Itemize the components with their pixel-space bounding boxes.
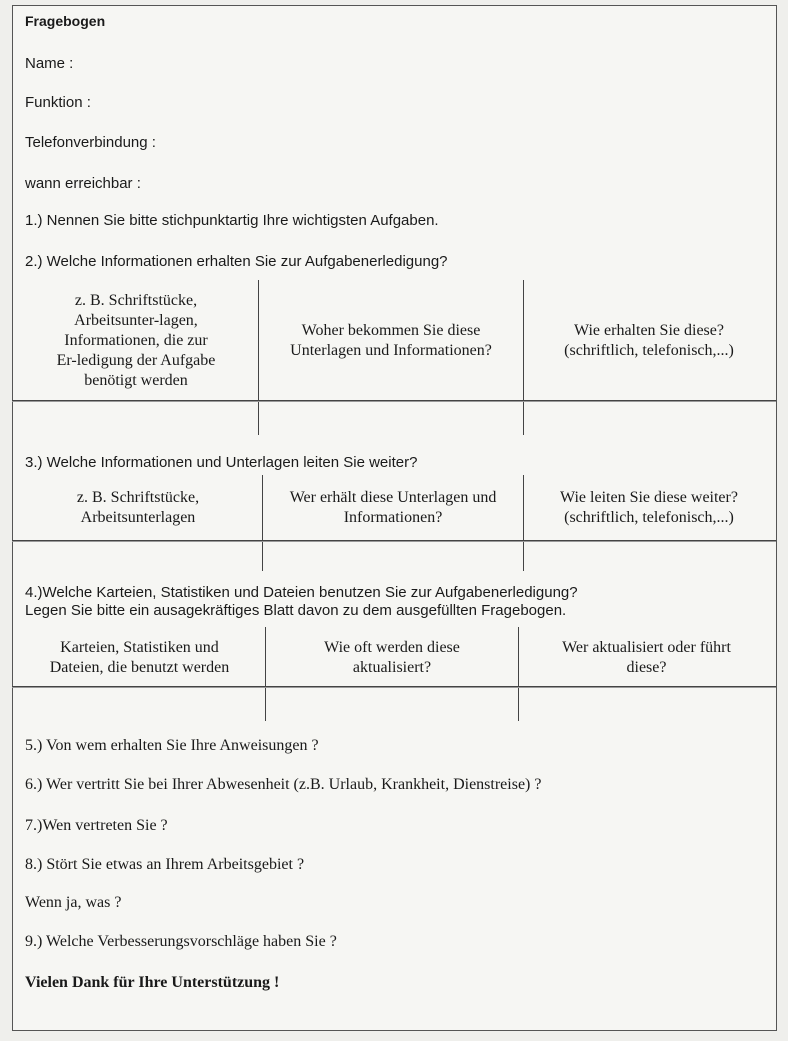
question-8-followup: Wenn ja, was ?	[25, 894, 122, 911]
question-8: 8.) Stört Sie etwas an Ihrem Arbeitsgebiet ?	[25, 856, 305, 873]
closing-thanks: Vielen Dank für Ihre Unterstützung !	[25, 974, 280, 991]
table2-rule	[12, 540, 776, 542]
form-title: Fragebogen	[25, 13, 106, 29]
table1-header-documents: z. B. Schriftstücke, Arbeitsunter-lagen, Informationen, die zur Er-ledigung der Aufgabe benötigt werden	[56, 292, 216, 389]
table2-header-recipient: Wer erhält diese Unterlagen und Informationen?	[289, 489, 497, 526]
table1-header-method: Wie erhalten Sie diese? (schriftlich, telefonisch,...)	[564, 322, 734, 359]
question-4-note: Legen Sie bitte ein ausagekräftiges Blatt davon zu dem ausgefüllten Fragebogen.	[25, 602, 567, 619]
table1-header-source: Woher bekommen Sie diese Unterlagen und Informationen?	[290, 322, 492, 359]
question-6: 6.) Wer vertritt Sie bei Ihrer Abwesenheit (z.B. Urlaub, Krankheit, Dienstreise) ?	[25, 776, 542, 793]
table2-header-documents: z. B. Schriftstücke, Arbeitsunterlagen	[76, 489, 200, 526]
question-7: 7.)Wen vertreten Sie ?	[25, 817, 168, 834]
question-4: 4.)Welche Karteien, Statistiken und Dateien benutzen Sie zur Aufgabenerledigung?	[25, 584, 578, 601]
phone-field-label: Telefonverbindung :	[25, 134, 156, 151]
table3-header-files: Karteien, Statistiken und Dateien, die benutzt werden	[49, 639, 230, 676]
availability-field-label: wann erreichbar :	[25, 175, 141, 192]
question-1: 1.) Nennen Sie bitte stichpunktartig Ihre wichtigsten Aufgaben.	[25, 212, 439, 229]
question-2: 2.) Welche Informationen erhalten Sie zur Aufgabenerledigung?	[25, 253, 448, 270]
question-9: 9.) Welche Verbesserungsvorschläge haben Sie ?	[25, 933, 337, 950]
table3-header-frequency: Wie oft werden diese aktualisiert?	[324, 639, 460, 676]
function-field-label: Funktion :	[25, 94, 91, 111]
table3-header-maintainer: Wer aktualisiert oder führt diese?	[562, 639, 731, 676]
question-5: 5.) Von wem erhalten Sie Ihre Anweisungen ?	[25, 737, 319, 754]
table3-rule	[12, 686, 776, 688]
table1-rule	[12, 400, 776, 402]
table2-header-method: Wie leiten Sie diese weiter? (schriftlich, telefonisch,...)	[560, 489, 738, 526]
question-3: 3.) Welche Informationen und Unterlagen leiten Sie weiter?	[25, 454, 418, 471]
name-field-label: Name :	[25, 55, 74, 72]
